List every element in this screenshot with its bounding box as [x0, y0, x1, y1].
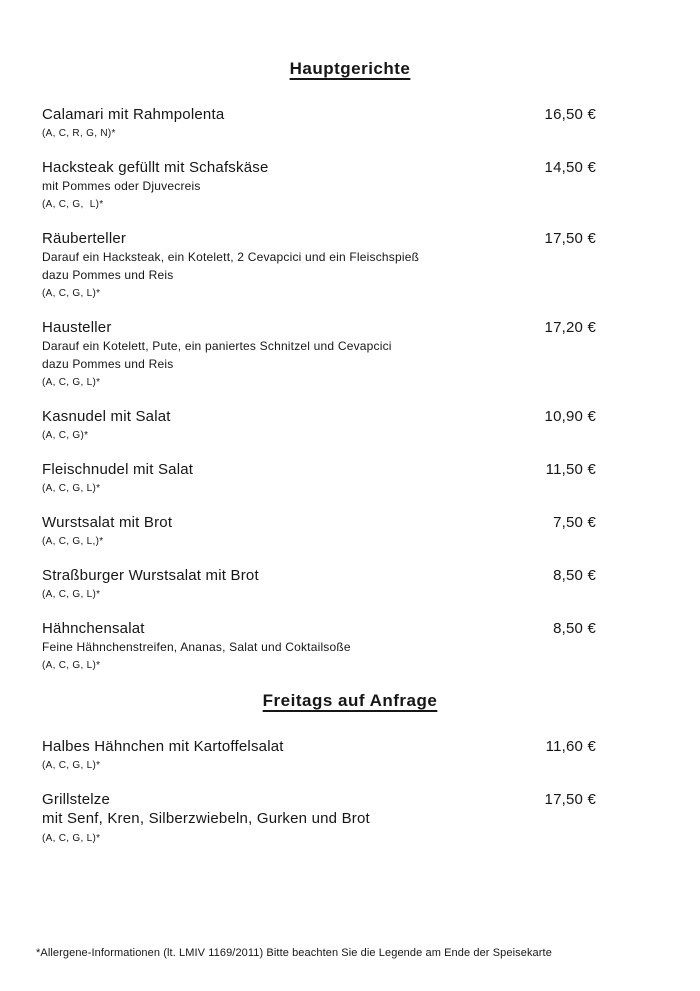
item-row: [42, 105, 596, 124]
item-row: [42, 318, 596, 337]
item-description: Feine Hähnchenstreifen, Ananas, Salat und Coktailsoße: [42, 640, 351, 654]
item-name: Hacksteak gefüllt mit Schafskäse: [42, 159, 269, 176]
menu-item-fleischnudel: [42, 460, 596, 495]
menu-item-hausteller: [42, 318, 596, 389]
menu-item-strassburger-wurstsalat: [42, 566, 596, 601]
menu-item-hacksteak: [42, 158, 596, 211]
section-freitags-auf-anfrage: [42, 690, 596, 845]
item-allergens: (A, C, G, L)*: [42, 660, 101, 671]
menu-item-calamari: [42, 105, 596, 140]
item-description: dazu Pommes und Reis: [42, 268, 174, 282]
item-allergens: (A, C, G, L,)*: [42, 536, 104, 547]
item-description: mit Senf, Kren, Silberzwiebeln, Gurken und Brot: [42, 810, 370, 827]
item-row: [42, 158, 596, 177]
item-name: Calamari mit Rahmpolenta: [42, 106, 225, 123]
menu-item-halbes-haehnchen: [42, 737, 596, 772]
item-name: Hausteller: [42, 319, 112, 336]
item-price: 14,50 €: [544, 159, 596, 176]
item-price: 17,50 €: [544, 230, 596, 247]
item-allergens: (A, C, G, L)*: [42, 288, 101, 299]
item-price: 17,20 €: [544, 319, 596, 336]
item-allergens: (A, C, G, L)*: [42, 483, 101, 494]
item-allergens: (A, C, R, G, N)*: [42, 128, 116, 139]
item-name: Grillstelze: [42, 791, 111, 808]
menu-item-kasnudel: [42, 407, 596, 442]
item-description: mit Pommes oder Djuvecreis: [42, 179, 201, 193]
menu-item-wurstsalat: [42, 513, 596, 548]
menu-item-haehnchensalat: [42, 619, 596, 672]
item-price: 16,50 €: [544, 106, 596, 123]
item-price: 11,50 €: [545, 461, 596, 478]
item-allergens: (A, C, G, L)*: [42, 760, 101, 771]
item-price: 7,50 €: [553, 514, 596, 531]
item-row: [42, 460, 596, 479]
section-hauptgerichte: [42, 58, 596, 672]
item-name: Kasnudel mit Salat: [42, 408, 171, 425]
item-description: Darauf ein Kotelett, Pute, ein paniertes Schnitzel und Cevapcici: [42, 339, 392, 353]
item-row: [42, 407, 596, 426]
item-allergens: (A, C, G)*: [42, 430, 89, 441]
item-price: 8,50 €: [553, 620, 596, 637]
item-name: Wurstsalat mit Brot: [42, 514, 173, 531]
item-name: Fleischnudel mit Salat: [42, 461, 194, 478]
item-row: [42, 737, 596, 756]
item-price: 11,60 €: [545, 738, 596, 755]
section-title-hauptgerichte: Hauptgerichte: [289, 59, 411, 78]
item-price: 17,50 €: [544, 791, 596, 808]
item-name: Straßburger Wurstsalat mit Brot: [42, 567, 259, 584]
menu-item-raeuberteller: [42, 229, 596, 300]
section-title-freitags: Freitags auf Anfrage: [262, 691, 438, 710]
item-row: [42, 513, 596, 532]
item-name: Räuberteller: [42, 230, 127, 247]
item-row: [42, 619, 596, 638]
item-allergens: (A, C, G, L)*: [42, 589, 101, 600]
item-description: Darauf ein Hacksteak, ein Kotelett, 2 Cevapcici und ein Fleischspieß: [42, 250, 420, 264]
item-allergens: (A, C, G, L)*: [42, 199, 104, 210]
item-row: [42, 229, 596, 248]
item-description: dazu Pommes und Reis: [42, 357, 174, 371]
item-price: 8,50 €: [553, 567, 596, 584]
item-name: Hähnchensalat: [42, 620, 145, 637]
item-row: [42, 566, 596, 585]
item-price: 10,90 €: [544, 408, 596, 425]
item-row: [42, 790, 596, 809]
allergen-footnote: *Allergene-Informationen (lt. LMIV 1169/2011) Bitte beachten Sie die Legende am Ende der Speisekarte: [36, 947, 552, 959]
item-name: Halbes Hähnchen mit Kartoffelsalat: [42, 738, 284, 755]
menu-item-grillstelze: [42, 790, 596, 845]
item-allergens: (A, C, G, L)*: [42, 833, 101, 844]
item-allergens: (A, C, G, L)*: [42, 377, 101, 388]
